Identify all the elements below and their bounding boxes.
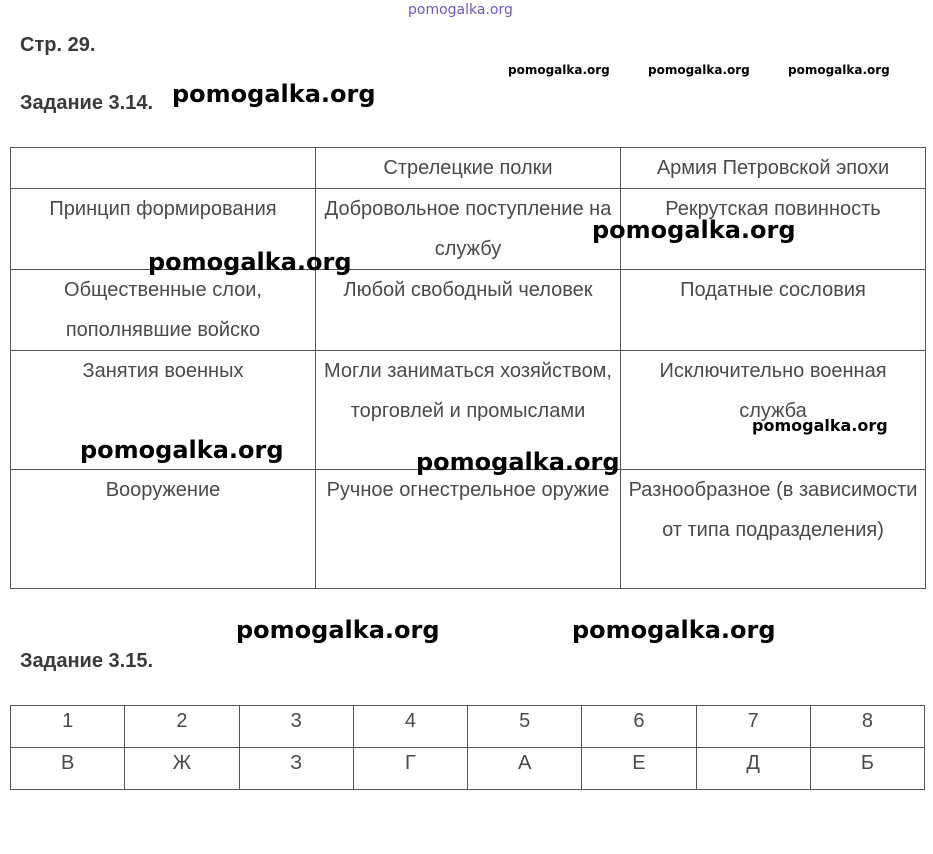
watermark: pomogalka.org	[236, 616, 440, 644]
comparison-table	[10, 147, 926, 589]
table-cell: 1	[11, 706, 125, 748]
watermark: pomogalka.org	[572, 616, 776, 644]
watermark: pomogalka.org	[648, 63, 750, 77]
table-cell: 6	[582, 706, 696, 748]
task-3-14-heading: Задание 3.14.	[20, 92, 154, 114]
watermark: pomogalka.org	[148, 248, 352, 276]
table-cell: Принцип формирования	[11, 189, 316, 270]
table-cell: 5	[468, 706, 582, 748]
table-cell: 4	[353, 706, 467, 748]
watermark: pomogalka.org	[416, 448, 620, 476]
table-cell: З	[239, 748, 353, 790]
table-cell: Занятия военных	[11, 351, 316, 470]
watermark: pomogalka.org	[508, 63, 610, 77]
table-cell: 2	[125, 706, 239, 748]
task-3-15-heading: Задание 3.15.	[20, 650, 154, 672]
table-cell	[11, 148, 316, 189]
watermark: pomogalka.org	[80, 436, 284, 464]
table-cell: Е	[582, 748, 696, 790]
table-cell: 3	[239, 706, 353, 748]
table-cell: Армия Петровской эпохи	[621, 148, 926, 189]
table-row	[11, 706, 925, 748]
table-cell: Ручное огнестрельное оружие	[316, 470, 621, 589]
table-cell: Д	[696, 748, 810, 790]
watermark: pomogalka.org	[788, 63, 890, 77]
table-cell: Добровольное поступление на службу	[316, 189, 621, 270]
table-row	[11, 748, 925, 790]
table-cell: В	[11, 748, 125, 790]
table-row	[11, 270, 926, 351]
table-cell: Любой свободный человек	[316, 270, 621, 351]
watermark-top: pomogalka.org	[408, 2, 513, 18]
table-cell: Разнообразное (в зависимости от типа подразделения)	[621, 470, 926, 589]
watermark: pomogalka.org	[592, 216, 796, 244]
table-cell: Рекрутская повинность	[621, 189, 926, 270]
table-header-row	[11, 148, 926, 189]
table-cell: Г	[353, 748, 467, 790]
answer-table	[10, 705, 925, 790]
table-cell: Вооружение	[11, 470, 316, 589]
watermark: pomogalka.org	[172, 80, 376, 108]
watermark: pomogalka.org	[752, 416, 888, 435]
table-row	[11, 470, 926, 589]
table-cell: Исключительно военная служба	[621, 351, 926, 470]
table-cell: Б	[810, 748, 924, 790]
table-cell: Податные сословия	[621, 270, 926, 351]
table-cell: Могли заниматься хозяйством, торговлей и промыслами	[316, 351, 621, 470]
table-cell: 8	[810, 706, 924, 748]
page-number: Стр. 29.	[20, 34, 96, 56]
table-cell: Общественные слои, пополнявшие войско	[11, 270, 316, 351]
table-cell: 7	[696, 706, 810, 748]
table-cell: А	[468, 748, 582, 790]
table-cell: Стрелецкие полки	[316, 148, 621, 189]
table-cell: Ж	[125, 748, 239, 790]
